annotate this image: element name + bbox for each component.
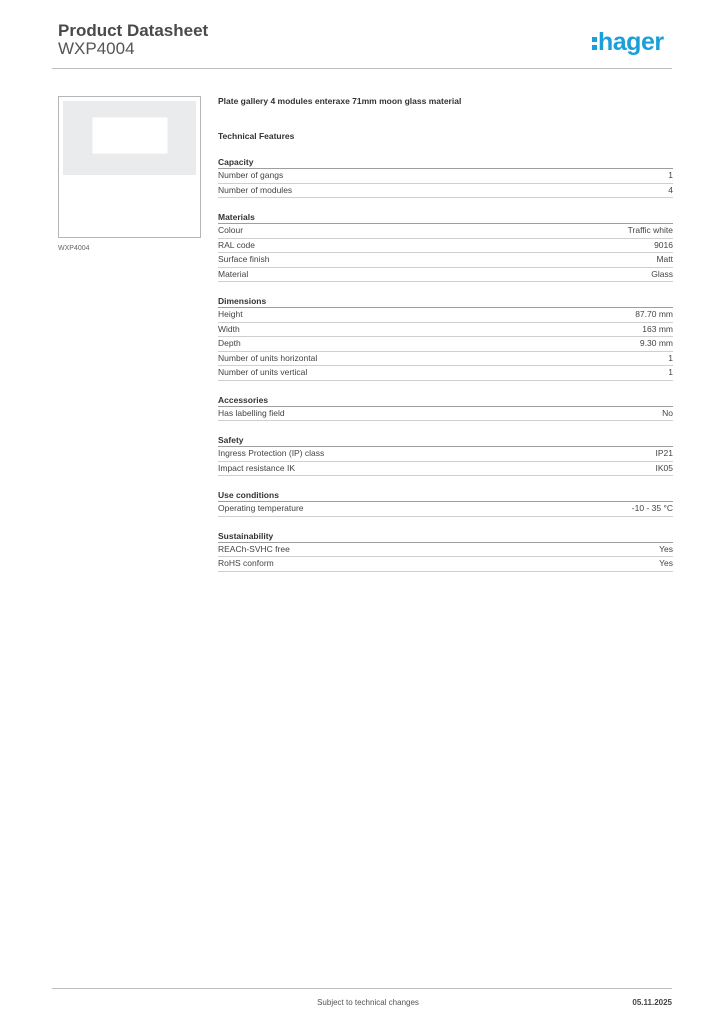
section-title: Use conditions [218, 490, 673, 502]
spec-value: Yes [659, 558, 673, 568]
spec-label: Surface finish [218, 254, 270, 264]
footer-divider [52, 988, 672, 989]
spec-label: REACh-SVHC free [218, 543, 290, 554]
spec-row [218, 308, 673, 323]
spec-row [218, 184, 673, 199]
plate-opening [92, 117, 168, 154]
spec-label: Number of gangs [218, 170, 284, 180]
spec-value: 1 [668, 352, 673, 363]
spec-label: Number of units vertical [218, 367, 308, 377]
spec-value: 9016 [654, 239, 673, 250]
footer-note: Subject to technical changes [317, 998, 419, 1007]
spec-label: RoHS conform [218, 558, 274, 568]
spec-row [218, 253, 673, 268]
spec-content [218, 96, 673, 572]
spec-row [218, 462, 673, 477]
spec-value: 9.30 mm [639, 338, 673, 348]
product-image [58, 96, 201, 238]
spec-row [218, 323, 673, 338]
spec-label: Colour [218, 225, 244, 235]
spec-label: Height [218, 309, 243, 319]
spec-value: -10 - 35 °C [631, 503, 673, 513]
spec-value: IP21 [655, 448, 673, 458]
header-divider [52, 68, 672, 69]
spec-value: 1 [668, 170, 673, 180]
section-title: Materials [218, 212, 673, 224]
section-title: Accessories [218, 395, 673, 407]
spec-row [218, 224, 673, 239]
spec-row [218, 502, 673, 517]
spec-label: Ingress Protection (IP) class [218, 448, 325, 458]
spec-label: Number of modules [218, 184, 293, 195]
spec-value: 163 mm [642, 323, 673, 334]
section-title: Sustainability [218, 531, 673, 543]
spec-value: Glass [651, 268, 673, 279]
spec-value: IK05 [655, 462, 673, 473]
spec-label: Impact resistance IK [218, 462, 296, 473]
product-code: WXP4004 [58, 39, 135, 58]
spec-row [218, 447, 673, 462]
logo-dot-bottom [592, 45, 597, 50]
spec-row [218, 557, 673, 572]
spec-row [218, 366, 673, 381]
spec-value: 87.70 mm [635, 309, 673, 319]
technical-features-heading: Technical Features [218, 131, 295, 141]
logo-dot-top [592, 37, 597, 42]
section-title: Safety [218, 435, 673, 447]
spec-value: Yes [659, 543, 673, 554]
spec-value: 4 [668, 184, 673, 195]
spec-row [218, 337, 673, 352]
spec-row [218, 268, 673, 283]
spec-label: Has labelling field [218, 407, 285, 418]
spec-value: No [662, 407, 673, 418]
spec-label: Depth [218, 338, 241, 348]
spec-value: Matt [656, 254, 673, 264]
spec-label: RAL code [218, 239, 256, 250]
spec-label: Operating temperature [218, 503, 304, 513]
spec-row [218, 352, 673, 367]
footer-date: 05.11.2025 [632, 998, 672, 1007]
spec-value: Traffic white [627, 225, 673, 235]
spec-row [218, 407, 673, 422]
section-title: Dimensions [218, 296, 673, 308]
logo-wordmark: hager [598, 28, 664, 56]
product-description: Plate gallery 4 modules enteraxe 71mm moon glass material [218, 96, 462, 106]
spec-row [218, 239, 673, 254]
spec-row [218, 543, 673, 558]
section-title: Capacity [218, 157, 673, 169]
spec-row [218, 169, 673, 184]
image-caption: WXP4004 [58, 245, 90, 252]
spec-label: Number of units horizontal [218, 352, 318, 363]
spec-label: Material [218, 268, 249, 279]
page-title: Product Datasheet [58, 21, 209, 40]
hager-logo [592, 28, 674, 58]
spec-label: Width [218, 323, 240, 334]
cover-plate [63, 101, 196, 175]
spec-sections [218, 157, 673, 572]
spec-value: 1 [668, 367, 673, 377]
